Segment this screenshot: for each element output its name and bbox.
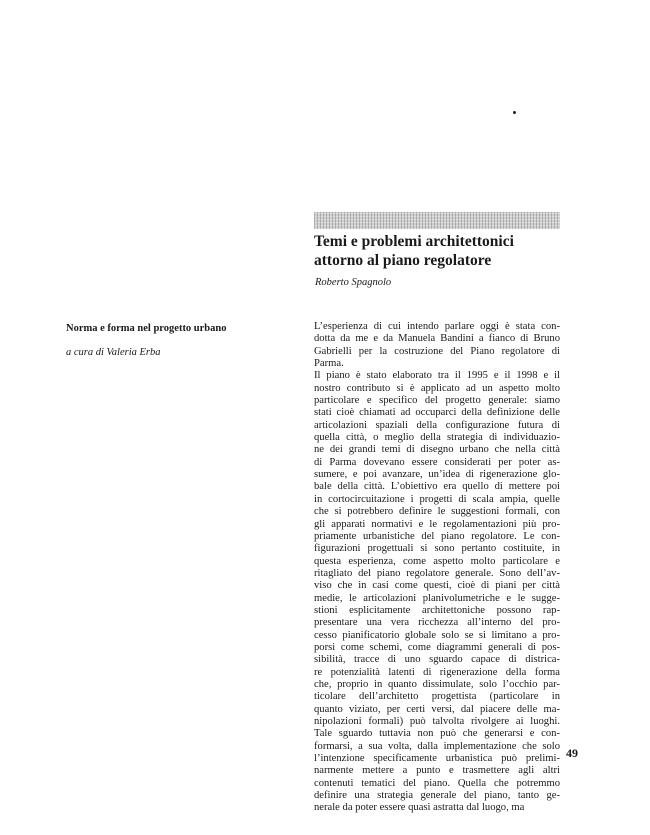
body-line: ritagliato del piano regolatore generale. Sono dell’av- [314,567,560,579]
article-title: Temi e problemi architettonici attorno al piano regolatore [314,233,514,269]
page-number: 49 [566,746,578,760]
body-line: ticolare dell’architetto progettista (particolare in [314,691,560,703]
body-line: re potenzialità latenti di rigenerazione della forma [314,666,560,678]
body-line: quella città, o meglio della strategia di individuazio- [314,432,560,444]
body-line: che si potrebbero definire le suggestioni formali, con [314,506,560,518]
body-line: gli apparati normativi e le regolamentazioni più pro- [314,518,560,530]
body-line: nipolazioni formali) può talvolta rivolgere ai luoghi. [314,716,560,727]
body-line: viso che in casi come questi, cioè di piani per città [314,580,560,592]
body-line: che, proprio in quanto dissimulate, solo l’occhio par- [314,678,560,690]
body-line: Tale sguardo tuttavia non può che generarsi e con- [314,728,560,740]
body-line: nostro contributo si è applicato ad un aspetto molto [314,382,560,394]
body-line: nerale da poter essere quasi astratta dal luogo, ma [314,802,525,814]
body-line: cesso pianificatorio globale solo se si limitano a pro- [314,629,560,641]
body-line: Parma. [314,358,344,370]
print-speck [513,111,516,114]
body-line: contenuti tematici del piano. Quella che potremmo [314,777,560,789]
body-line: porsi come schemi, come diagrammi generali di pos- [314,641,560,653]
body-line: sibilità, tracce di uno sguardo capace di districa- [314,654,560,666]
body-line: Il piano è stato elaborato tra il 1995 e il 1998 e il [314,370,560,382]
body-line: formarsi, a sua volta, dalla implementazione che solo [314,740,560,752]
title-decorative-bar [314,212,560,229]
series-editor: a cura di Valeria Erba [66,347,161,358]
body-line: ne dei grandi temi di disegno urbano che nella città [314,444,560,456]
body-line: bale della città. L’obiettivo era quello di mettere poi [314,481,560,493]
body-line: Gabrielli per la costruzione del Piano regolatore di [314,345,560,357]
series-title: Norma e forma nel progetto urbano [66,323,227,334]
body-line: definire una strategia generale del piano, tanto ge- [314,790,560,802]
body-line: sumere, e poi avanzare, un’idea di rigenerazione glo- [314,469,560,481]
body-line: l’intenzione specificamente urbanistica può prelimi- [314,753,560,765]
body-line: presentare una vera ricchezza all’interno del pro- [314,617,560,629]
article-body [314,321,560,815]
body-line: quanto viziato, per certi versi, dal piacere delle ma- [314,703,560,715]
body-line: questa esperienza, come aspetto molto particolare e [314,555,560,567]
article-author: Roberto Spagnolo [315,277,392,288]
body-line: figurazioni progettuali si sono pertanto costituite, in [314,543,560,555]
body-line: narmente mettere a punto e trasmettere agli altri [314,765,560,777]
body-line: in cortocircuitazione i progetti di scala ampia, quelle [314,493,560,505]
body-line: di Parma dovevano essere considerati per poter as- [314,456,560,468]
body-line: priamente urbanistiche del piano regolatore. Le con- [314,530,560,542]
body-line: L’esperienza di cui intendo parlare oggi è stata con- [314,321,560,332]
body-line: stati cioè chiamati ad occuparci della definizione delle [314,407,560,419]
body-line: dotta da me e da Manuela Bandini a fianco di Bruno [314,333,560,345]
body-line: articolazioni spaziali della configurazione futura di [314,419,560,431]
body-line: particolare e specifico del progetto generale: siamo [314,395,560,407]
body-line: stioni esplicitamente architettoniche possono rap- [314,604,560,616]
body-line: medie, le articolazioni planivolumetriche e le sugge- [314,592,560,604]
